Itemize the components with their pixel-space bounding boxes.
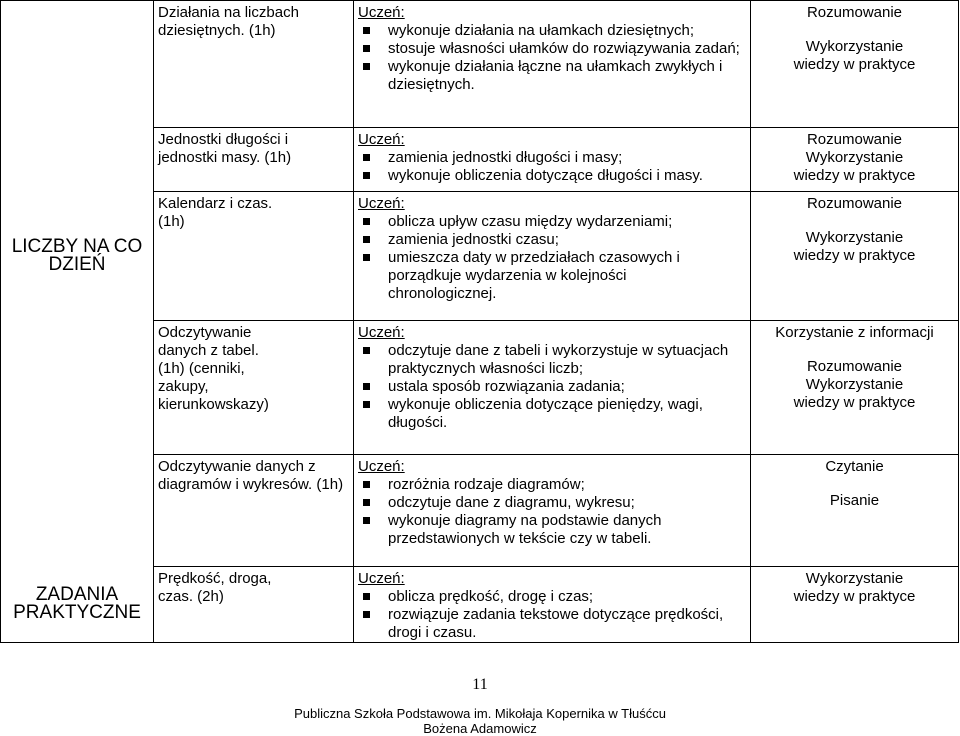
topic-cell: [154, 128, 354, 192]
competency-cell: [751, 1, 959, 128]
uczen-label: Uczeń:: [358, 195, 405, 212]
skills-list: [358, 342, 746, 432]
section-cell: [1, 455, 154, 567]
topic-text: Odczytywanie danych z diagramów i wykresów. (1h): [158, 458, 344, 493]
skills-list: [358, 22, 746, 94]
competency-text: Wykorzystanie wiedzy w praktyce: [793, 229, 916, 264]
table-row: [1, 192, 959, 321]
section-cell-empty: [1, 1, 154, 128]
section-cell: [1, 321, 154, 455]
competency-text: Wykorzystanie wiedzy w praktyce: [793, 149, 916, 184]
skill-item: umieszcza daty w przedziałach czasowych i porządkuje wydarzenia w kolejności chronologicznej.: [388, 249, 718, 303]
section-zadania: ZADANIA PRAKTYCZNE: [13, 584, 141, 624]
table-row: [1, 455, 959, 567]
topic-text: Prędkość, droga, czas. (2h): [158, 570, 272, 605]
topic-cell: [154, 321, 354, 455]
topic-text: Odczytywanie danych z tabel. (1h) (cenniki, zakupy, kierunkowskazy): [158, 324, 269, 413]
skill-item: oblicza prędkość, drogę i czas;: [388, 588, 746, 606]
section-zadania-cell: [1, 567, 154, 643]
skills-list: [358, 149, 746, 185]
skills-cell: [354, 321, 751, 455]
uczen-label: Uczeń:: [358, 131, 405, 148]
section-liczby-cell: [1, 192, 154, 321]
skill-item: oblicza upływ czasu między wydarzeniami;: [388, 213, 746, 231]
page-number: 11: [472, 676, 488, 693]
skills-cell: [354, 455, 751, 567]
topic-cell: [154, 192, 354, 321]
skill-item: rozróżnia rodzaje diagramów;: [388, 476, 746, 494]
competency-text: Rozumowanie: [806, 195, 903, 212]
skill-item: ustala sposób rozwiązania zadania;: [388, 378, 746, 396]
skill-item: wykonuje obliczenia dotyczące pieniędzy, wagi, długości.: [388, 396, 746, 432]
topic-text: Kalendarz i czas. (1h): [158, 195, 273, 230]
competency-text: Czytanie: [825, 458, 884, 475]
competency-text: Rozumowanie: [806, 4, 903, 21]
skill-item: odczytuje dane z tabeli i wykorzystuje w sytuacjach praktycznych własności liczb;: [388, 342, 746, 378]
skill-item: zamienia jednostki czasu;: [388, 231, 746, 249]
table-row: [1, 1, 959, 128]
skills-list: [358, 213, 746, 303]
skills-cell: [354, 128, 751, 192]
uczen-label: Uczeń:: [358, 570, 405, 587]
skills-cell: [354, 192, 751, 321]
skill-item: wykonuje obliczenia dotyczące długości i masy.: [388, 167, 746, 185]
section-liczby: LICZBY NA CO DZIEŃ: [11, 236, 143, 275]
skills-cell: [354, 1, 751, 128]
competency-cell: [751, 455, 959, 567]
competency-text: Korzystanie z informacji: [775, 324, 934, 341]
skills-cell: [354, 567, 751, 643]
skill-item: rozwiązuje zadania tekstowe dotyczące prędkości, drogi i czasu.: [388, 606, 746, 642]
topic-cell: [154, 567, 354, 643]
competency-text: Wykorzystanie wiedzy w praktyce: [793, 38, 916, 73]
table-row: [1, 567, 959, 643]
table-row: [1, 321, 959, 455]
skill-item: wykonuje działania na ułamkach dziesiętnych;: [388, 22, 746, 40]
skill-item: zamienia jednostki długości i masy;: [388, 149, 746, 167]
competency-text: Wykorzystanie wiedzy w praktyce: [793, 376, 916, 411]
competency-cell: [751, 567, 959, 643]
skill-item: odczytuje dane z diagramu, wykresu;: [388, 494, 746, 512]
topic-text: Działania na liczbach dziesiętnych. (1h): [158, 4, 299, 39]
competency-text: Pisanie: [829, 492, 880, 509]
topic-text: Jednostki długości i jednostki masy. (1h): [158, 131, 292, 166]
section-cell: [1, 128, 154, 192]
uczen-label: Uczeń:: [358, 458, 405, 475]
footer-school: Publiczna Szkoła Podstawowa im. Mikołaja Kopernika w Tłuśćcu: [294, 706, 666, 721]
competency-text: Rozumowanie: [806, 131, 903, 148]
skill-item: stosuje własności ułamków do rozwiązywania zadań;: [388, 40, 746, 58]
competency-text: Rozumowanie: [806, 358, 903, 375]
table-row: [1, 128, 959, 192]
skills-list: [358, 588, 746, 642]
footer-author: Bożena Adamowicz: [423, 721, 537, 736]
competency-cell: [751, 128, 959, 192]
competency-text: Wykorzystanie wiedzy w praktyce: [793, 570, 916, 605]
competency-cell: [751, 321, 959, 455]
skill-item: wykonuje działania łączne na ułamkach zwykłych i dziesiętnych.: [388, 58, 746, 94]
skill-item: wykonuje diagramy na podstawie danych przedstawionych w tekście czy w tabeli.: [388, 512, 746, 548]
topic-cell: [154, 1, 354, 128]
uczen-label: Uczeń:: [358, 4, 405, 21]
uczen-label: Uczeń:: [358, 324, 405, 341]
skills-list: [358, 476, 746, 548]
topic-cell: [154, 455, 354, 567]
competency-cell: [751, 192, 959, 321]
